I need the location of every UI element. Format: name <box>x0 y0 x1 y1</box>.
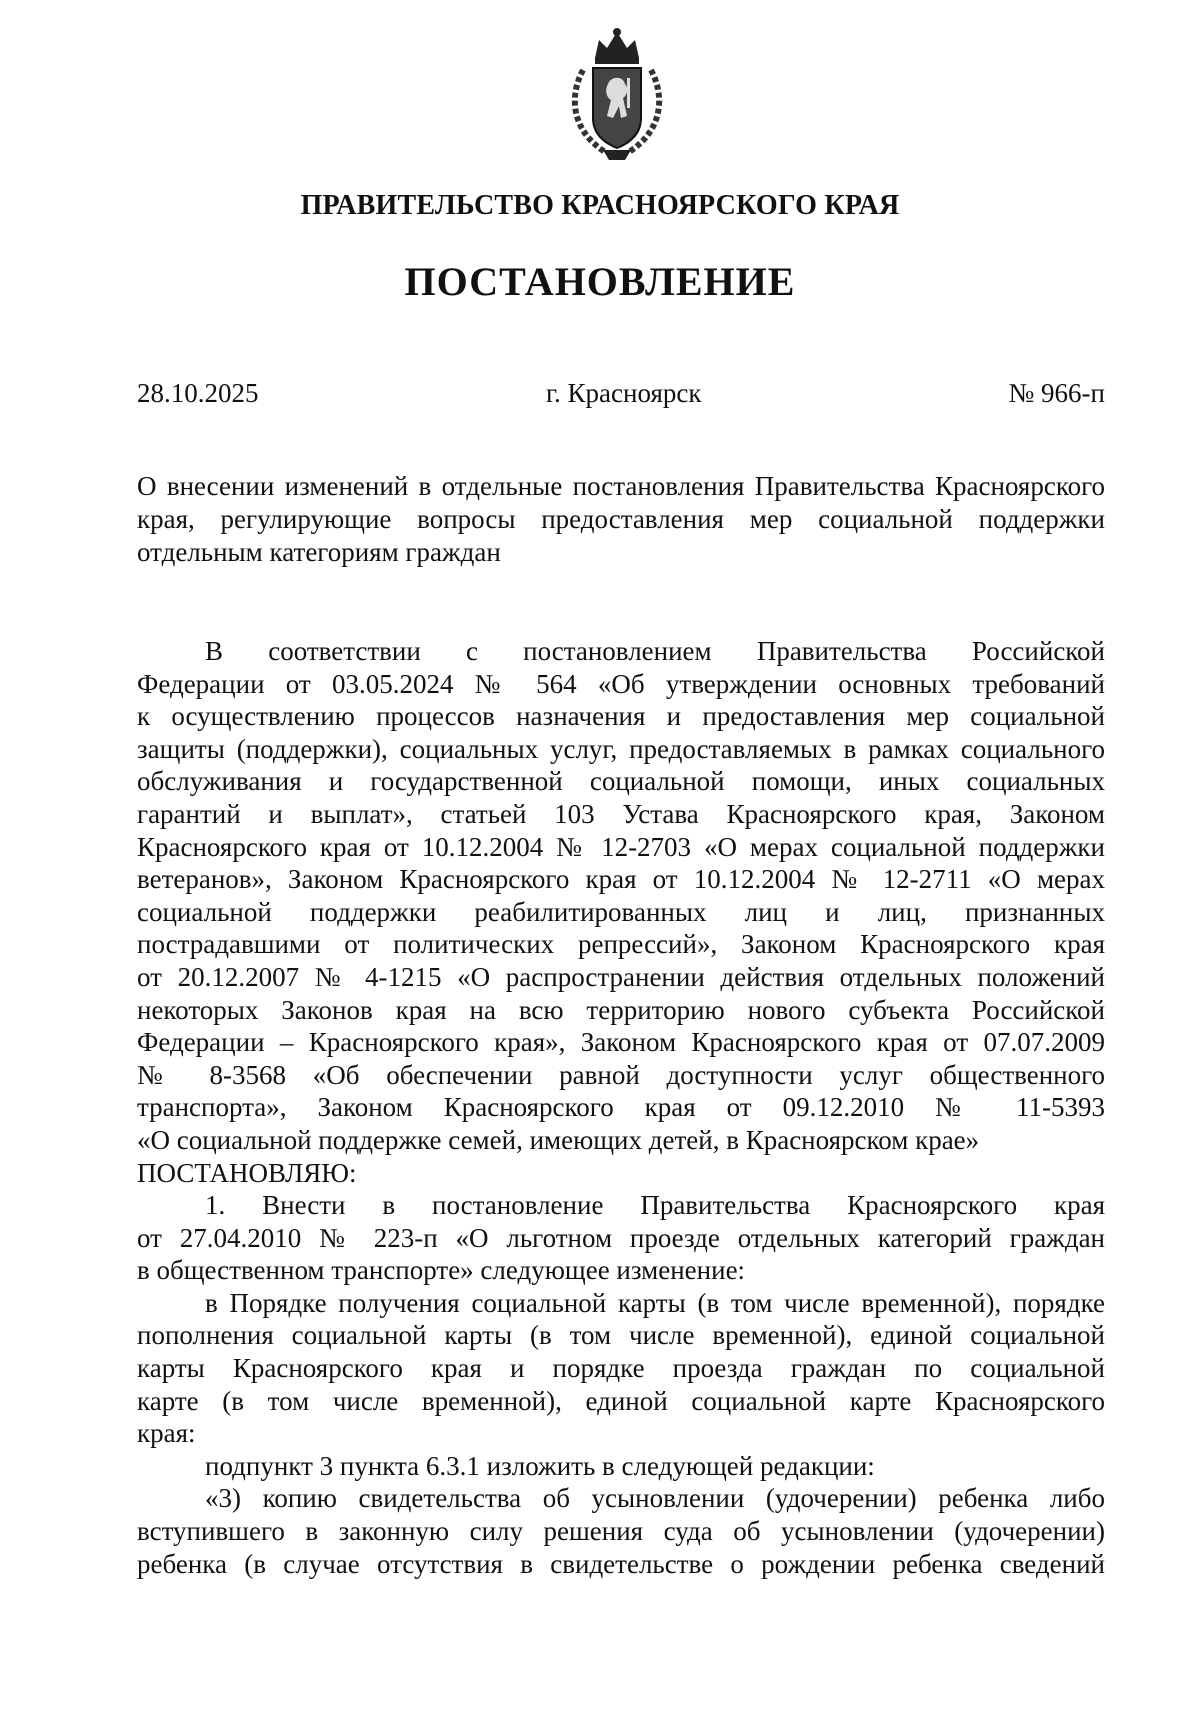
resolve-word: ПОСТАНОВЛЯЮ: <box>137 1157 357 1188</box>
item1-line: 1. Внести в постановление Правительства Красноярского края <box>205 1190 1105 1221</box>
item1-line: в общественном транспорте» следующее изменение: <box>137 1255 746 1286</box>
organization-name: ПРАВИТЕЛЬСТВО КРАСНОЯРСКОГО КРАЯ <box>300 190 900 221</box>
quote-line: «3) копию свидетельства об усыновлении (удочерении) ребенка либо <box>205 1483 1105 1514</box>
item1-line: от 27.04.2010 № 223-п «О льготном проезде отдельных категорий граждан <box>137 1222 1105 1253</box>
preamble-line: № 8-3568 «Об обеспечении равной доступности услуг общественного <box>137 1059 1105 1090</box>
preamble-line: защиты (поддержки), социальных услуг, предоставляемых в рамках социального <box>137 733 1105 764</box>
document-city: г. Красноярск <box>546 378 702 408</box>
document-number: № 966-п <box>1008 378 1105 408</box>
date-line <box>137 378 1105 418</box>
preamble-line: пострадавшими от политических репрессий», Законом Красноярского края <box>137 929 1105 960</box>
preamble-line: Красноярского края от 10.12.2004 № 12-2703 «О мерах социальной поддержки <box>137 831 1105 862</box>
preamble-line: гарантий и выплат», статьей 103 Устава Красноярского края, Законом <box>137 798 1105 829</box>
order-line: карты Красноярского края и порядке проезда граждан по социальной <box>137 1353 1105 1384</box>
subitem-line: подпункт 3 пункта 6.3.1 изложить в следующей редакции: <box>205 1450 875 1481</box>
order-line: в Порядке получения социальной карты (в том числе временной), порядке <box>205 1287 1105 1318</box>
quote-line: вступившего в законную силу решения суда об усыновлении (удочерении) <box>137 1516 1105 1547</box>
coat-of-arms-icon <box>565 26 669 164</box>
preamble-line: В соответствии с постановлением Правительства Российской <box>205 636 1105 666</box>
preamble-line: транспорта», Законом Красноярского края от 09.12.2010 № 11-5393 <box>137 1092 1105 1123</box>
preamble-line: ветеранов», Законом Красноярского края от 10.12.2004 № 12-2711 «О мерах <box>137 864 1105 895</box>
document-body <box>137 635 1105 1580</box>
preamble-line: «О социальной поддержке семей, имеющих детей, в Красноярском крае» <box>137 1124 980 1155</box>
document-date: 28.10.2025 <box>137 378 259 408</box>
preamble-line: к осуществлению процессов назначения и предоставления мер социальной <box>137 701 1105 732</box>
order-line: края: <box>137 1418 196 1449</box>
order-line: пополнения социальной карты (в том числе временной), единой социальной <box>137 1320 1105 1351</box>
preamble-line: социальной поддержки реабилитированных лиц и лиц, признанных <box>137 896 1105 927</box>
document-subject: О внесении изменений в отдельные постановления Правительства Красноярского края, регулирующие вопросы предоставления мер социальной поддержки отдельным категориям граждан <box>137 471 1105 567</box>
preamble-line: от 20.12.2007 № 4-1215 «О распространении действия отдельных положений <box>137 961 1105 992</box>
preamble-line: Федерации – Красноярского края», Законом Красноярского края от 07.07.2009 <box>137 1027 1105 1058</box>
preamble-line: Федерации от 03.05.2024 № 564 «Об утверждении основных требований <box>137 668 1105 699</box>
quote-line: ребенка (в случае отсутствия в свидетельстве о рождении ребенка сведений <box>137 1548 1105 1579</box>
document-type-title: ПОСТАНОВЛЕНИЕ <box>404 259 796 304</box>
preamble-line: некоторых Законов края на всю территорию нового субъекта Российской <box>137 994 1105 1025</box>
preamble-line: обслуживания и государственной социальной помощи, иных социальных <box>137 766 1105 797</box>
order-line: карте (в том числе временной), единой социальной карте Красноярского <box>137 1385 1105 1416</box>
